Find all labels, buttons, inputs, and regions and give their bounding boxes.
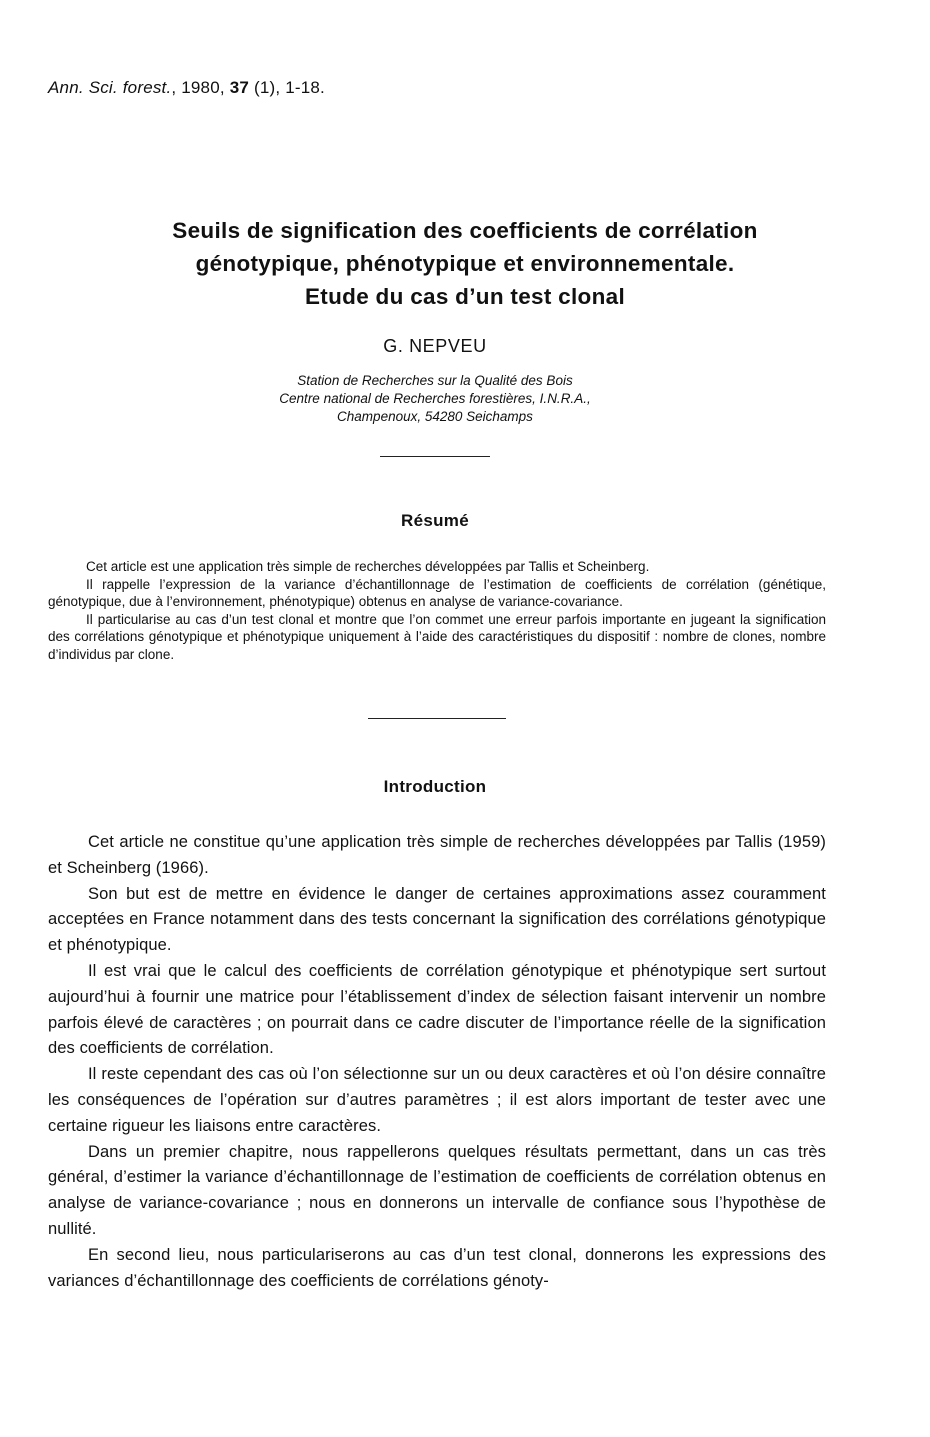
journal-name: Ann. Sci. forest. <box>48 78 172 97</box>
introduction-heading: Introduction <box>383 777 487 796</box>
body-paragraph: Son but est de mettre en évidence le danger de certaines approximations assez couramment acceptées en France notamment dans des tests concernant la signification des corrélations génotypique et phénotypique. <box>48 884 826 955</box>
citation-volume: 37 <box>229 78 250 97</box>
separator-rule-long <box>368 718 506 719</box>
abstract-paragraph: Il particularise au cas d’un test clonal et montre que l’on commet une erreur parfois importante en jugeant la signification des corrélations génotypique et phénotypique uniquement à l’aide des caractéristiques du dispositif : nombre de clones, nombre d’individus par clone. <box>48 611 826 662</box>
affiliation-line-1: Station de Recherches sur la Qualité des Bois <box>297 373 573 388</box>
abstract-paragraph: Cet article est une application très simple de recherches développées par Tallis et Scheinberg. <box>86 559 650 574</box>
body-paragraph: Il est vrai que le calcul des coefficients de corrélation génotypique et phénotypique sert surtout aujourd’hui à fournir une matrice pour l’établissement d’index de sélection faisant intervenir un nombre parfois élevé de caractères ; on pourrait dans ce cadre discuter de l’importance réelle de la signification des coefficients de corrélation. <box>48 961 826 1058</box>
body-paragraph: En second lieu, nous particulariserons au cas d’un test clonal, donnerons les expressions des variances d’échantillonnage des coefficients de corrélations génoty- <box>48 1245 826 1290</box>
body-paragraph: Dans un premier chapitre, nous rappellerons quelques résultats permettant, dans un cas très général, d’estimer la variance d’échantillonnage de l’estimation de coefficients de corrélation obtenus en analyse de variance-covariance ; nous en donnerons un intervalle de confiance sous l’hypothèse de nullité. <box>48 1142 826 1238</box>
title-line-1: Seuils de signification des coefficients de corrélation <box>172 218 758 243</box>
introduction-body <box>48 830 826 1294</box>
author-affiliation <box>0 372 870 426</box>
author-name: G. NEPVEU <box>383 336 487 356</box>
paper-title <box>60 214 870 313</box>
title-line-3: Etude du cas d’un test clonal <box>305 284 625 309</box>
abstract-body <box>48 558 826 663</box>
affiliation-line-3: Champenoux, 54280 Seichamps <box>337 409 533 424</box>
citation-issue-pages: (1), 1-18. <box>253 78 325 97</box>
title-line-2: génotypique, phénotypique et environnementale. <box>195 251 735 276</box>
abstract-heading: Résumé <box>401 511 469 530</box>
abstract-paragraph: Il rappelle l’expression de la variance d’échantillonnage de l’estimation de coefficients de corrélation (génétique, génotypique, due à l’environnement, phénotypique) obtenus en analyse de variance-covariance. <box>48 576 826 609</box>
body-paragraph: Il reste cependant des cas où l’on sélectionne sur un ou deux caractères et où l’on désire connaître les conséquences de l’opération sur d’autres paramètres ; il est alors important de tester avec une certaine rigueur les liaisons entre caractères. <box>48 1065 826 1135</box>
citation-year: , 1980, <box>171 78 225 97</box>
affiliation-line-2: Centre national de Recherches forestières, I.N.R.A., <box>279 391 591 406</box>
journal-citation <box>48 78 325 98</box>
separator-rule-short <box>380 456 490 457</box>
body-paragraph: Cet article ne constitue qu’une application très simple de recherches développées par Tallis (1959) et Scheinberg (1966). <box>48 833 826 877</box>
